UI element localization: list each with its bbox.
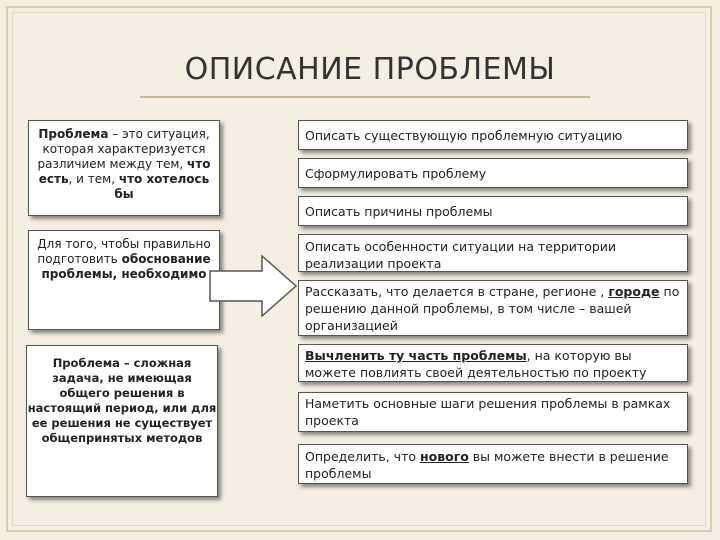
step-6-bold: Вычленить ту часть проблемы — [305, 348, 527, 363]
step-define-new — [298, 444, 688, 484]
problem-complex-text: Проблема – сложная задача, не имеющая общего решения в настоящий период, или для ее решения не существует общепринятых методов — [27, 356, 217, 445]
step-2-text: Сформулировать проблему — [305, 166, 487, 181]
step-5-bold: городе — [608, 284, 660, 299]
step-4-text: Описать особенности ситуации на территории реализации проекта — [305, 239, 617, 271]
slide-title: ОПИСАНИЕ ПРОБЛЕМЫ — [184, 52, 556, 87]
definition-text-2: , и тем, — [68, 172, 119, 186]
step-describe-causes — [298, 196, 688, 226]
preparation-bold-text: обоснование проблемы, необходимо — [41, 252, 211, 281]
step-7-text: Наметить основные шаги решения проблемы в рамках проекта — [305, 396, 671, 428]
definition-term: Проблема — [38, 127, 109, 141]
step-8-bold: нового — [419, 449, 469, 464]
definition-text-1: – это ситуация, которая характеризуется различием между тем, — [37, 127, 210, 171]
step-8-text-2: вы можете внести в решение проблемы — [305, 449, 669, 481]
step-8-text-1: Определить, что — [305, 449, 420, 464]
step-describe-territory — [298, 234, 688, 272]
step-formulate-problem — [298, 158, 688, 188]
preparation-box — [28, 230, 220, 330]
step-5-text-1: Рассказать, что делается в стране, регионе , — [305, 284, 609, 299]
step-current-actions — [298, 280, 688, 336]
step-1-text: Описать существующую проблемную ситуацию — [305, 128, 623, 143]
preparation-text: Для того, чтобы правильно подготовить — [37, 237, 211, 266]
step-describe-situation — [298, 120, 688, 150]
right-arrow-icon — [208, 254, 300, 318]
definition-what-is: что есть — [38, 157, 211, 186]
step-isolate-part — [298, 344, 688, 382]
step-6-text: , на которую вы можете повлиять своей деятельностью по проекту — [305, 348, 647, 380]
definition-box — [28, 120, 220, 216]
step-5-text-2: по решению данной проблемы, в том числе – вашей организацией — [305, 284, 680, 333]
title-underline — [140, 96, 590, 98]
step-outline-steps — [298, 392, 688, 432]
problem-complex-box — [26, 345, 218, 497]
step-3-text: Описать причины проблемы — [305, 204, 493, 219]
definition-what-wanted: что хотелось бы — [114, 172, 210, 201]
